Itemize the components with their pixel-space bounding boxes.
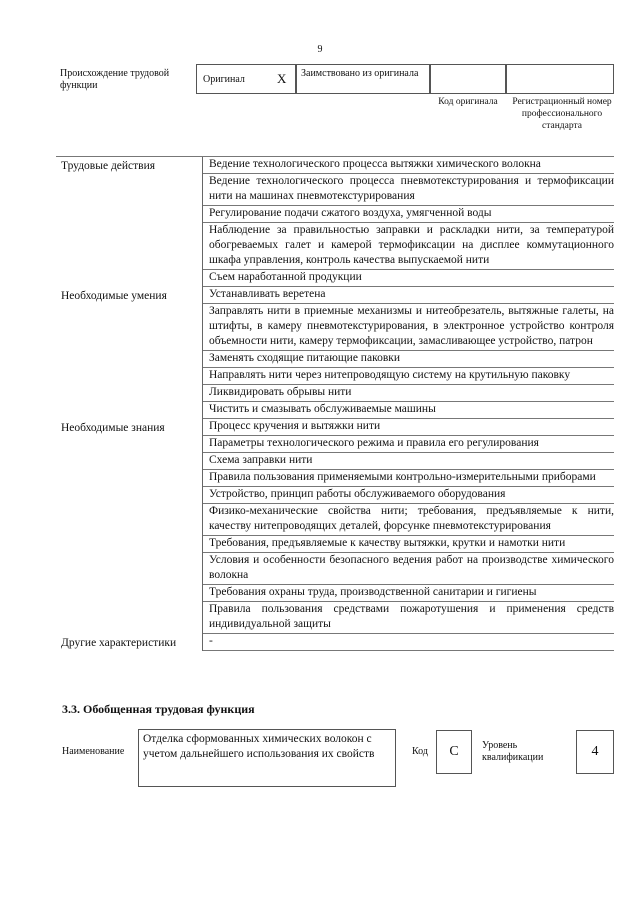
table-cell: Правила пользования средствами пожаротушения и применения средств индивидуальной защиты	[203, 602, 614, 634]
code-value: C	[449, 744, 459, 759]
section-label: Другие характеристики	[61, 637, 177, 649]
original-label: Оригинал	[203, 74, 245, 85]
borrowed-label: Заимствовано из оригинала	[301, 68, 419, 79]
table-cell: Съем наработанной продукции	[203, 270, 614, 287]
level-value: 4	[591, 744, 599, 759]
code-box	[436, 730, 472, 774]
table-cell: Физико-механические свойства нити; требования, предъявляемые к нити, качеству нитепроводящих деталей, форсунке пневмотекстурирования	[203, 504, 614, 536]
table-cell: -	[203, 634, 614, 651]
table-cell: Ликвидировать обрывы нити	[203, 385, 614, 402]
level-label: Уровень квалификации	[482, 740, 544, 763]
section-other	[56, 634, 614, 651]
section-label: Необходимые знания	[61, 422, 165, 434]
original-code-label: Код оригинала	[438, 97, 498, 107]
original-code-box	[430, 64, 506, 94]
original-box	[196, 64, 296, 94]
table-cell: Заправлять нити в приемные механизмы и нитеобрезатель, вытяжные галеты, на штифты, в камеру пневмотекстурирования, в электронное устройство контроля объемности нити, камеру термофиксации, замасливающее устройство, патрон	[203, 304, 614, 351]
table-cell: Устанавливать веретена	[203, 287, 614, 304]
section-labor-actions	[56, 156, 614, 287]
reg-number-box	[506, 64, 614, 94]
section-label: Необходимые умения	[61, 290, 167, 302]
section-required-skills	[56, 287, 614, 419]
table-cell: Заменять сходящие питающие паковки	[203, 351, 614, 368]
table-cell: Ведение технологического процесса вытяжки химического волокна	[203, 157, 614, 174]
table-cell: Направлять нити через нитепроводящую систему на крутильную паковку	[203, 368, 614, 385]
table-cell: Регулирование подачи сжатого воздуха, умягченной воды	[203, 206, 614, 223]
table-cell: Ведение технологического процесса пневмотекстурирования и термофиксации нити на машинах пневмотекстурирования	[203, 174, 614, 206]
reg-number-label: Регистрационный номер профессионального стандарта	[512, 97, 612, 131]
origin-label: Происхождение трудовой функции	[60, 68, 170, 91]
table-cell: Чистить и смазывать обслуживаемые машины	[203, 402, 614, 419]
table-cell: Параметры технологического режима и правила его регулирования	[203, 436, 614, 453]
section-required-knowledge	[56, 419, 614, 634]
code-label: Код	[412, 746, 428, 757]
table-cell: Наблюдение за правильностью заправки и раскладки нити, за температурой обогреваемых галет и камерой термофиксации на дисплее коммутационного шкафа управления, контроль качества выпускаемой нити	[203, 223, 614, 270]
labor-function-table	[56, 156, 614, 651]
section-label: Трудовые действия	[61, 160, 156, 172]
table-cell: Схема заправки нити	[203, 453, 614, 470]
table-cell: Устройство, принцип работы обслуживаемого оборудования	[203, 487, 614, 504]
page-number: 9	[317, 44, 323, 55]
table-cell: Процесс кручения и вытяжки нити	[203, 419, 614, 436]
table-cell: Требования охраны труда, производственной санитарии и гигиены	[203, 585, 614, 602]
table-cell: Правила пользования применяемыми контрольно-измерительными приборами	[203, 470, 614, 487]
name-label: Наименование	[62, 746, 125, 757]
name-value: Отделка сформованных химических волокон с учетом дальнейшего использования их свойств	[143, 733, 375, 760]
table-cell: Условия и особенности безопасного ведения работ на производстве химического волокна	[203, 553, 614, 585]
table-cell: Требования, предъявляемые к качеству вытяжки, крутки и намотки нити	[203, 536, 614, 553]
origin-mark: X	[277, 71, 287, 86]
borrowed-box	[296, 64, 430, 94]
name-box	[138, 729, 396, 787]
level-box	[576, 730, 614, 774]
section-heading: 3.3. Обобщенная трудовая функция	[62, 702, 255, 716]
